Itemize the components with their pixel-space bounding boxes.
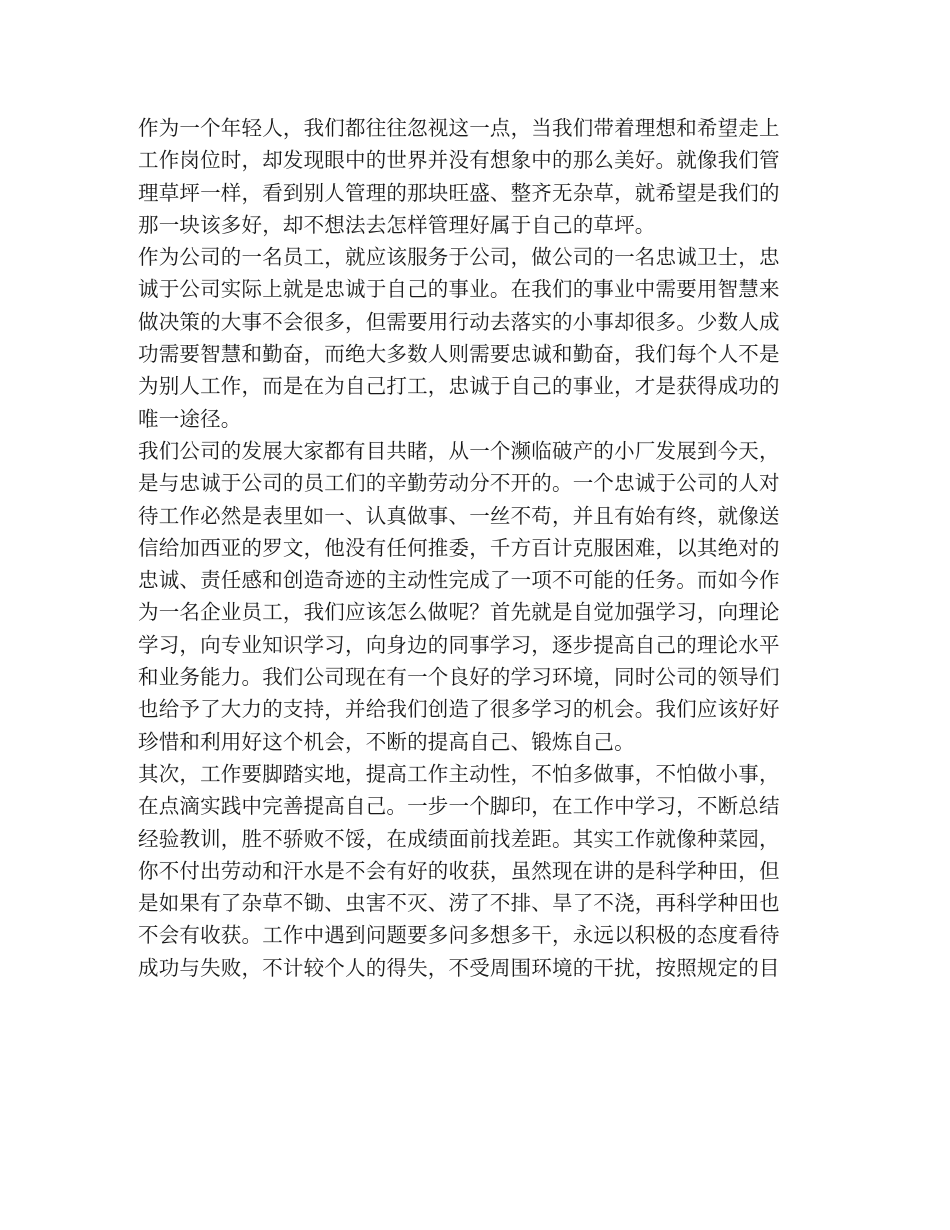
text-line: 是与忠诚于公司的员工们的辛勤劳动分不开的。一个忠诚于公司的人对 (138, 471, 780, 496)
text-line: 信给加西亚的罗文，他没有任何推委，千方百计克服困难，以其绝对的 (138, 535, 780, 560)
text-line: 也给予了大力的支持，并给我们创造了很多学习的机会。我们应该好好 (138, 697, 780, 722)
text-line: 成功与失败，不计较个人的得失，不受周围环境的干扰，按照规定的目 (138, 955, 780, 980)
text-line: 为别人工作，而是在为自己打工，忠诚于自己的事业，才是获得成功的 (138, 374, 780, 399)
paragraph-1 (138, 112, 818, 241)
text-line: 理草坪一样，看到别人管理的那块旺盛、整齐无杂草，就希望是我们的 (138, 180, 780, 205)
text-line: 作为公司的一名员工，就应该服务于公司，做公司的一名忠诚卫士，忠 (138, 245, 780, 270)
text-line: 在点滴实践中完善提高自己。一步一个脚印，在工作中学习，不断总结 (138, 794, 780, 819)
text-line: 经验教训，胜不骄败不馁，在成绩面前找差距。其实工作就像种菜园， (138, 826, 780, 851)
text-line: 唯一途径。 (138, 406, 242, 431)
text-line: 做决策的大事不会很多，但需要用行动去落实的小事却很多。少数人成 (138, 309, 780, 334)
paragraph-3 (138, 435, 818, 758)
text-line: 为一名企业员工，我们应该怎么做呢？首先就是自觉加强学习，向理论 (138, 600, 780, 625)
document-body (138, 112, 818, 984)
text-line: 是如果有了杂草不锄、虫害不灭、涝了不排、旱了不浇，再科学种田也 (138, 891, 780, 916)
text-line: 待工作必然是表里如一、认真做事、一丝不苟，并且有始有终，就像送 (138, 503, 780, 528)
text-line: 学习，向专业知识学习，向身边的同事学习，逐步提高自己的理论水平 (138, 632, 780, 657)
text-line: 其次，工作要脚踏实地，提高工作主动性，不怕多做事，不怕做小事， (138, 761, 780, 786)
text-line: 作为一个年轻人，我们都往往忽视这一点，当我们带着理想和希望走上 (138, 116, 780, 140)
paragraph-4 (138, 758, 818, 984)
text-line: 诚于公司实际上就是忠诚于自己的事业。在我们的事业中需要用智慧来 (138, 277, 780, 302)
text-line: 珍惜和利用好这个机会，不断的提高自己、锻炼自己。 (138, 729, 635, 754)
text-line: 工作岗位时，却发现眼中的世界并没有想象中的那么美好。就像我们管 (138, 148, 780, 173)
text-line: 不会有收获。工作中遇到问题要多问多想多干，永远以积极的态度看待 (138, 923, 780, 948)
text-line: 功需要智慧和勤奋，而绝大多数人则需要忠诚和勤奋，我们每个人不是 (138, 342, 780, 367)
text-line: 和业务能力。我们公司现在有一个良好的学习环境，同时公司的领导们 (138, 665, 780, 690)
text-line: 我们公司的发展大家都有目共睹，从一个濒临破产的小厂发展到今天， (138, 438, 780, 463)
text-line: 忠诚、责任感和创造奇迹的主动性完成了一项不可能的任务。而如今作 (138, 568, 780, 593)
paragraph-2 (138, 241, 818, 435)
text-line: 那一块该多好，却不想法去怎样管理好属于自己的草坪。 (138, 212, 656, 237)
text-line: 你不付出劳动和汗水是不会有好的收获，虽然现在讲的是科学种田，但 (138, 858, 780, 883)
